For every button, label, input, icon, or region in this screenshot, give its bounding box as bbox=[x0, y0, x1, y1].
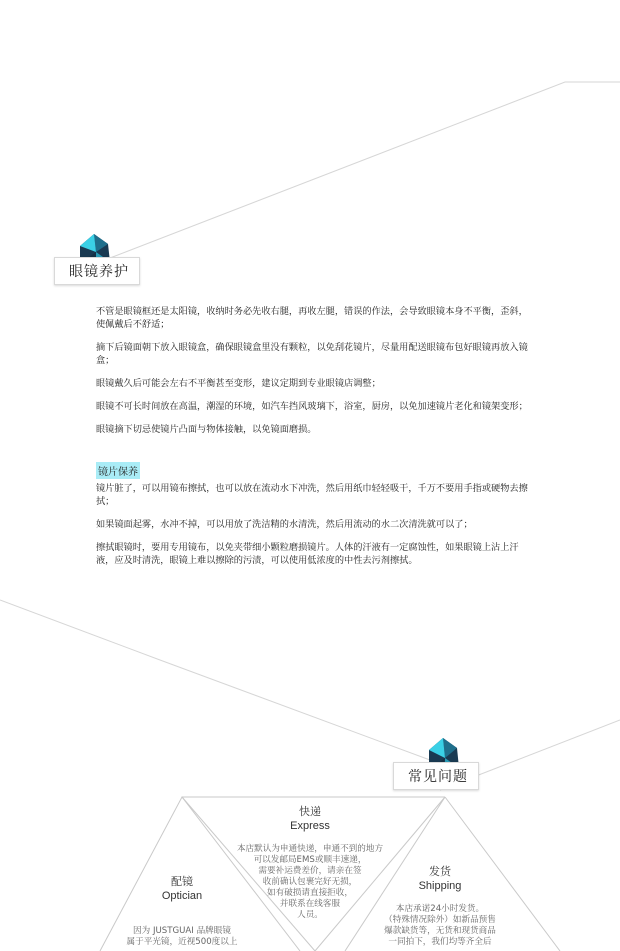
care-paragraphs bbox=[96, 305, 536, 446]
shipping-text: 本店承诺24小时发货。 （特殊情况除外）如新品预售 爆款缺货等，无货和现货商品 一同拍下，我们均等齐全后 bbox=[384, 904, 496, 947]
care-heading: 眼镜养护 bbox=[54, 257, 140, 285]
care-paragraph: 眼镜不可长时间放在高温，潮湿的环境，如汽车挡风玻璃下，浴室，厨房，以免加速镜片老化和镜架变形； bbox=[96, 401, 528, 412]
optician-text: 因为 JUSTGUAI 品牌眼镜 属于平光镜，近视500度以上 bbox=[126, 926, 238, 947]
express-subtitle: Express bbox=[290, 820, 330, 832]
lens-paragraph: 镜片脏了，可以用镜布擦拭，也可以放在流动水下冲洗，然后用纸巾轻轻吸干，千万不要用手指或硬物去擦拭； bbox=[96, 483, 528, 507]
faq-optician bbox=[120, 874, 244, 948]
care-paragraph: 摘下后镜面朝下放入眼镜盒，确保眼镜盒里没有颗粒，以免刮花镜片，尽量用配送眼镜布包好眼镜再放入镜盒； bbox=[96, 342, 528, 366]
lens-care-heading: 镜片保养 bbox=[96, 462, 140, 479]
faq-shipping bbox=[370, 864, 510, 948]
shipping-subtitle: Shipping bbox=[418, 880, 462, 892]
shipping-title: 发货 bbox=[429, 865, 451, 878]
care-paragraph: 不管是眼镜框还是太阳镜，收纳时务必先收右腿，再收左腿，错误的作法，会导致眼镜本身不平衡，歪斜，使佩戴后不舒适； bbox=[96, 306, 528, 330]
optician-title: 配镜 bbox=[171, 875, 193, 888]
lens-paragraph: 如果镜面起雾，水冲不掉，可以用放了洗洁精的水清洗，然后用流动的水二次清洗就可以了； bbox=[96, 519, 473, 530]
express-text: 本店默认为申通快递，申通不到的地方 可以发邮局EMS或顺丰速递， 需要补运费差价，请亲在签 收前确认包裹完好无损， 如有破损请直接拒收， 并联系在线客服 人员。 bbox=[236, 844, 384, 920]
express-title: 快递 bbox=[299, 805, 321, 818]
care-paragraph: 眼镜戴久后可能会左右不平衡甚至变形，建议定期到专业眼镜店调整； bbox=[96, 378, 381, 389]
faq-heading: 常见问题 bbox=[393, 762, 479, 790]
care-paragraph: 眼镜摘下切忌使镜片凸面与物体接触，以免镜面磨损。 bbox=[96, 424, 317, 435]
lens-paragraphs bbox=[96, 482, 536, 577]
lens-paragraph: 擦拭眼镜时，要用专用镜布，以免夹带细小颗粒磨损镜片。人体的汗液有一定腐蚀性，如果眼镜上沾上汗液，应及时清洗，眼镜上难以擦除的污渍，可以使用低浓度的中性去污剂擦拭。 bbox=[96, 542, 519, 566]
optician-subtitle: Optician bbox=[161, 890, 203, 902]
